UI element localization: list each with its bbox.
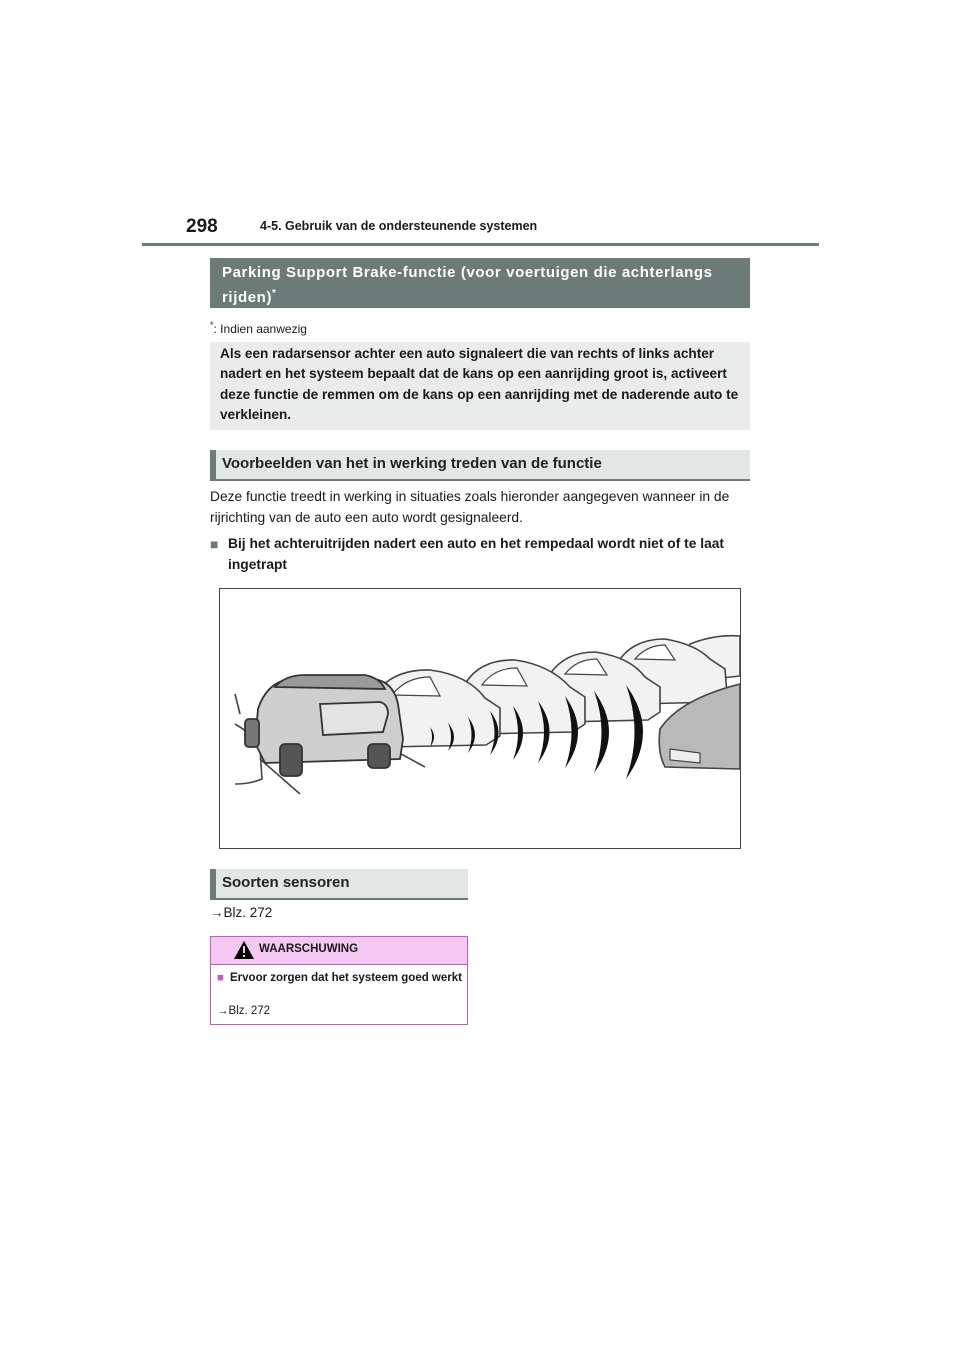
section-title [210,258,750,308]
header-rule [142,243,819,246]
warning-title: WAARSCHUWING [259,943,359,955]
section-title-marker: * [272,288,277,299]
bullet-square-icon: ■ [210,536,219,552]
footnote-marker: * [210,320,214,330]
footnote [210,320,307,336]
parking-scene-illustration [220,589,740,848]
warning-bullet-text: Ervoor zorgen dat het systeem goed werkt [230,972,462,984]
intro-text: Als een radarsensor achter een auto signaleert die van rechts of links achter nadert en het systeem bepaalt dat de kans op een aanrijding groot is, activeert deze functie de remmen om de kans op een aanrijding met de naderende auto te verkleinen. [220,346,739,422]
warning-box [210,936,468,1025]
footnote-text: : Indien aanwezig [213,322,307,336]
examples-body: Deze functie treedt in werking in situaties zoals hieronder aangegeven wanneer in de rijrichting van de auto een auto wordt gesignaleerd. [210,489,730,525]
warning-header [211,937,467,965]
warning-page-reference[interactable]: →Blz. 272 [217,1005,271,1017]
section-title-text: Parking Support Brake-functie (voor voertuigen die achterlangs rijden) [222,264,713,306]
warning-triangle-icon [233,940,255,965]
sensors-heading: Soorten sensoren [210,869,468,900]
sensors-page-reference[interactable]: →Blz. 272 [210,905,273,920]
warning-bullet-square-icon: ■ [217,972,224,984]
examples-heading: Voorbeelden van het in werking treden van de functie [210,450,750,481]
intro-box [210,342,750,430]
examples-bullet-text: Bij het achteruitrijden nadert een auto en het rempedaal wordt niet of te laat ingetrapt [228,536,725,572]
running-head: 4-5. Gebruik van de ondersteunende systemen [260,219,538,233]
illustration-reversing-car [219,588,741,849]
page-number: 298 [186,216,218,237]
